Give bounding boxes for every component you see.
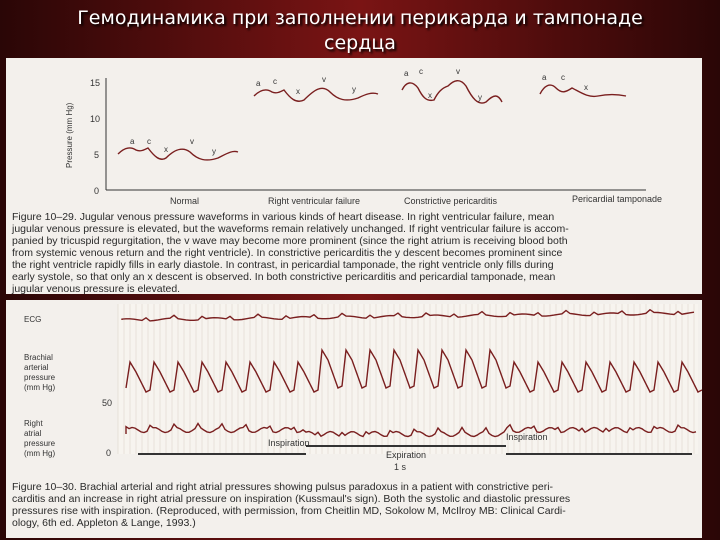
brachial-label: [24, 353, 56, 392]
rv-x: x: [296, 87, 300, 96]
wave-letters-tamponade: [542, 73, 588, 92]
figure-30-svg: [6, 300, 702, 538]
caption-30-line-1: Figure 10–30. Brachial arterial and right atrial pressures showing pulsus paradoxus in a patient with constrictive peri-: [12, 481, 554, 493]
rv-a: a: [256, 79, 261, 88]
tp-a: a: [542, 73, 547, 82]
caption-29-line-6: early systole, so that only an x descent is observed. In both constrictive pericarditis and pericardial tamponade, mean: [12, 271, 556, 283]
normal-v: v: [190, 137, 194, 146]
tp-c: c: [561, 73, 565, 82]
ra-label-3: pressure: [24, 439, 56, 448]
figure-30-panel: [6, 300, 702, 538]
time-mark: 1 s: [394, 462, 407, 472]
wave-letters-rv: [256, 75, 356, 96]
normal-a: a: [130, 137, 135, 146]
figure-29-panel: [6, 58, 702, 294]
waveform-rv-failure: [254, 88, 378, 101]
rv-v: v: [322, 75, 326, 84]
label-tamponade: Pericardial tamponade: [572, 194, 663, 204]
cp-x: x: [428, 91, 432, 100]
brachial-label-2: arterial: [24, 363, 49, 372]
normal-c: c: [147, 137, 151, 146]
caption-30-line-3: pressures rise with inspiration. (Reproduced, with permission, from Cheitlin MD, Sokolow M, McIlroy MB: Clinical Cardi-: [12, 505, 566, 517]
ra-label-4: (mm Hg): [24, 449, 56, 458]
title-line-1: Гемодинамика при заполнении перикарда и тампонаде: [77, 7, 643, 29]
rv-c: c: [273, 77, 277, 86]
figure-30-caption: [12, 481, 570, 529]
ytick-5: 5: [94, 150, 100, 160]
normal-x: x: [164, 145, 168, 154]
ytick-50: 50: [102, 398, 113, 408]
brachial-label-3: pressure: [24, 373, 56, 382]
phase-inspiration-1: Inspiration: [268, 438, 310, 448]
ytick-0: 0: [94, 186, 100, 196]
label-constrictive: Constrictive pericarditis: [404, 196, 498, 206]
caption-29-line-2: jugular venous pressure is elevated, but the waveforms remain relatively unchanged. If right ventricular failure is accom-: [12, 223, 569, 235]
cp-a: a: [404, 69, 409, 78]
caption-30-line-4: ology, 6th ed. Appleton & Lange, 1993.): [12, 517, 196, 529]
ytick-15: 15: [90, 78, 101, 88]
normal-y: y: [212, 147, 216, 156]
caption-29-line-5: the right ventricle rapidly fills in early diastole. In contrast, in pericardial tamponade, the right ventricle only fills during: [12, 259, 554, 271]
slide-title: [0, 6, 720, 56]
label-normal: Normal: [170, 196, 200, 206]
figure-29-caption: [11, 211, 569, 294]
cp-y: y: [478, 93, 482, 102]
ra-label: [24, 419, 56, 458]
cp-v: v: [456, 67, 460, 76]
y-axis-label: Pressure (mm Hg): [65, 102, 74, 168]
wave-letters-normal: [130, 137, 216, 156]
ra-label-2: atrial: [24, 429, 42, 438]
label-rv-failure: Right ventricular failure: [268, 196, 361, 206]
title-line-2: сердца: [324, 32, 396, 54]
brachial-label-4: (mm Hg): [24, 383, 56, 392]
waveform-constrictive: [402, 81, 502, 103]
cp-c: c: [419, 67, 423, 76]
caption-29-line-7: jugular venous pressure is elevated.: [12, 283, 181, 294]
phase-inspiration-2: Inspiration: [506, 432, 548, 442]
ytick-0-f30: 0: [106, 448, 112, 458]
caption-29-line-1: Figure 10–29. Jugular venous pressure waveforms in various kinds of heart disease. In right ventricular failure, mean: [12, 211, 555, 223]
ytick-10: 10: [90, 114, 101, 124]
brachial-label-1: Brachial: [24, 353, 53, 362]
waveform-normal: [118, 148, 238, 160]
caption-29-line-3: panied by tricuspid regurgitation, the v wave may become more prominent (since the right atrium is receiving blood both: [12, 235, 568, 247]
figure-29-svg: [6, 58, 702, 294]
ra-label-1: Right: [24, 419, 43, 428]
caption-30-line-2: carditis and an increase in right atrial pressure on inspiration (Kussmaul's sign). Both the systolic and diastolic pressures: [12, 493, 571, 505]
tp-x: x: [584, 83, 588, 92]
ecg-label: ECG: [24, 315, 42, 324]
caption-29-line-4: from systemic venous return and the right ventricle). In constrictive pericarditis the y descent becomes prominent since: [12, 247, 563, 259]
rv-y: y: [352, 85, 356, 94]
waveform-tamponade: [540, 85, 626, 96]
phase-expiration: Expiration: [386, 450, 427, 460]
